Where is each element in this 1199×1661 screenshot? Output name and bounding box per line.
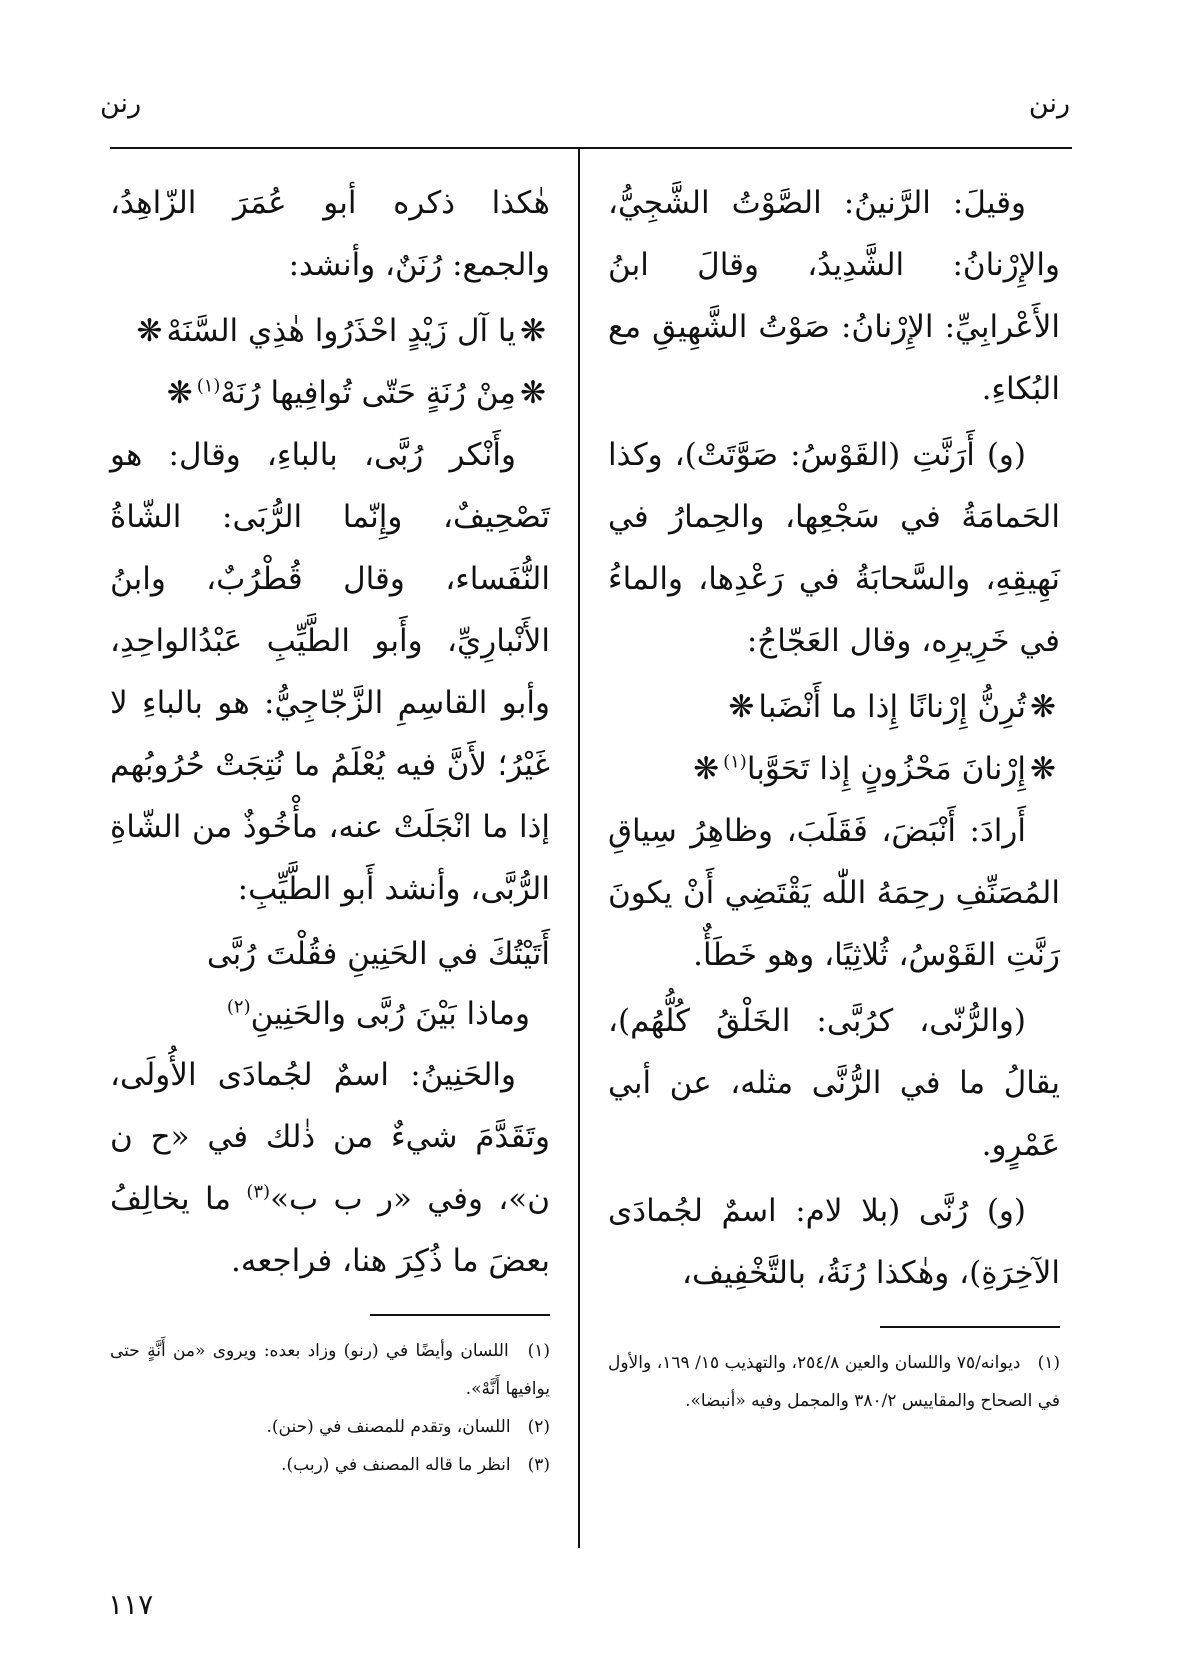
left-column [110,172,550,1484]
paragraph: وقيلَ: الرَّنينُ: الصَّوْتُ الشَّجِيُّ، والإِرْنانُ: الشَّدِيدُ، وقالَ ابنُ الأَعْرابِيِّ: الإِرْنانُ: صَوْتُ الشَّهِيقِ مع البُكاءِ. [608,185,1060,407]
footnote-ref: (١) [196,375,221,397]
verse-line [608,676,1060,738]
footnote-ref: (٣) [246,1181,271,1203]
right-column [608,172,1060,1420]
footnote [110,1332,550,1408]
header-rule [110,147,1072,149]
footnote-number: (١) [527,1341,550,1361]
verse-text: يا آل زَيْدٍ احْذَرُوا هٰذِي السَّنَهْ [166,313,517,349]
footnote-text: اللسان، وتقدم للمصنف في (حنن). [266,1417,511,1437]
verse-text: تُرِنُّ إِرْنانًا إِذا ما أَنْضَبا [758,689,1027,725]
verse-star-icon: ❋ [1030,689,1056,725]
footnote-text: انظر ما قاله المصنف في (ربب). [281,1455,511,1475]
footnote-text: اللسان وأيضًا في (رنو) وزاد بعده: ويروى «من أَنَّةٍ حتى يوافيها أَنَّهْ». [110,1341,550,1399]
footnote-number: (١) [1037,1353,1060,1373]
verse-line [110,300,550,362]
verse-star-icon: ❋ [728,689,755,725]
footnote [110,1446,550,1484]
verse-star-icon: ❋ [693,751,720,787]
footnote-number: (٣) [527,1455,550,1475]
footnote [608,1344,1060,1420]
page-header [100,78,1070,128]
verse-star-icon: ❋ [520,375,546,411]
footnote-rule [880,1326,1060,1328]
verse-star-icon: ❋ [1030,751,1056,787]
paragraph-text: والحَنِينُ: اسمٌ لجُمادَى الأُولَى، وتَقَدَّمَ شيءٌ من ذٰلك في «ح ن ن»، وفي «ر ب ب» [110,1057,550,1217]
verse-text: إِرْنانَ مَحْزُونٍ إِذا تَحَوَّبا [746,751,1027,787]
footnote-number: (٢) [527,1417,550,1437]
paragraph [110,1044,550,1292]
verse-star-icon: ❋ [166,375,193,411]
verse-star-icon: ❋ [520,313,546,349]
verse-line [110,362,550,424]
paragraph: (و) رُنَّى (بلا لام: اسمٌ لجُمادَى الآخِرَةِ)، وهٰكذا رُنَةُ، بالتَّخْفِيف، [608,1193,1060,1291]
column-divider [578,148,580,1548]
paragraph: أَرادَ: أَنْبَضَ، فَقَلَبَ، وظاهِرُ سِياقِ المُصَنِّفِ رحِمَهُ اللّٰه يَقْتَضِي أَنْ يكونَ رَنَّتِ القَوْسُ، ثُلاثِيًا، وهو خَطَأٌ. [608,813,1060,973]
footnote-text: ديوانه/٧٥ واللسان والعين ٢٥٤/٨، والتهذيب ١٥/ ١٦٩، والأول في الصحاح والمقاييس ٣٨٠/٢ والمجمل وفيه «أنبضا». [608,1353,1060,1411]
footnote [110,1408,550,1446]
page-number: ١١٧ [108,1588,154,1621]
verse-star-icon: ❋ [136,313,163,349]
paragraph: وأَنْكر رُبَّى، بالباءِ، وقال: هو تَصْحِيفٌ، وإِنّما الرُّبَى: الشّاةُ النُّفَساء، وقال قُطْرُبٌ، وابنُ الأَنْبارِيِّ، وأَبو الطَّيِّبِ عَبْدُالواحِدِ، وأبو القاسِمِ الزَّجّاجِيُّ: هو بالباءِ لا غَيْرُ؛ لأَنَّ فيه يُعْلَمُ ما نُتِجَتْ حُرُوبُهم إذا ما انْجَلَتْ عنه، مأْخُوذٌ من الشّاةِ الرُّبَّى، وأنشد أَبو الطَّيِّبِ: [110,437,550,907]
paragraph-text: ما يخالِفُ بعضَ ما ذُكِرَ هنا، فراجعه. [110,1181,550,1279]
footnote-ref: (٢) [226,996,251,1018]
poem-line [110,984,550,1044]
running-head-right: رنن [1028,88,1070,119]
paragraph: هٰكذا ذكره أبو عُمَرَ الزّاهِدُ، والجمع: رُنَنٌ، وأنشد: [110,185,550,283]
paragraph: (والرُّنّى، كرُبَّى: الخَلْقُ كُلُّهُم)، يقالُ ما في الرُّنَّى مثله، عن أبي عَمْرٍو. [608,1003,1060,1163]
footnote-ref: (١) [723,751,747,773]
poem-text: وماذا بَيْنَ رُبَّى والحَنِينِ [250,996,530,1032]
paragraph: (و) أَرَنَّتِ (القَوْسُ: صَوَّتَتْ)، وكذا الحَمامَةُ في سَجْعِها، والحِمارُ في نَهِيقِهِ، والسَّحابَةُ في رَعْدِها، والماءُ في خَرِيرِه، وقال العَجّاجُ: [608,437,1060,659]
poem-line: أَتَيْتُكَ في الحَنِينِ فقُلْتَ رُبَّى [206,936,550,972]
verse-line [608,738,1060,800]
verse-text: مِنْ رُنَةٍ حَتّى تُوافِيها رُنَهْ [220,375,517,411]
running-head-left: رنن [100,88,142,119]
footnote-rule [370,1314,550,1316]
